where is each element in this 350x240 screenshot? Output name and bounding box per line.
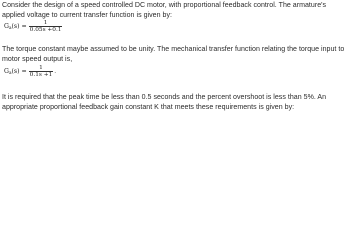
eq2-lhs: [4, 68, 27, 76]
mechanical-transfer-function: [4, 65, 56, 79]
eq2-denominator: 0.1s +1: [29, 72, 53, 79]
closing-paragraph: It is required that the peak time be less than 0.5 seconds and the percent overshoot is less than 5%. An appropriate proportional feedback gain constant K that meets these requirements is given by:: [2, 94, 327, 111]
armature-transfer-function: [4, 20, 62, 34]
eq1-numerator: 1: [43, 20, 48, 26]
eq1-lhs-rest: (s) =: [11, 22, 27, 30]
eq1-lhs: [4, 23, 27, 31]
eq1-lhs-main: G: [4, 22, 9, 30]
eq1-fraction: [29, 20, 63, 34]
eq1-denominator: 0.05s +0.1: [29, 27, 62, 34]
eq2-lhs-subscript: a: [8, 70, 12, 76]
eq2-fraction: [29, 65, 57, 79]
problem-statement: [2, 1, 348, 120]
eq2-lhs-main: G: [4, 67, 9, 75]
eq2-lhs-rest: (s) =: [11, 67, 27, 75]
eq1-lhs-subscript: a: [8, 25, 12, 31]
middle-paragraph: The torque constant maybe assumed to be unity. The mechanical transfer function relating the torque input to motor speed output is,: [2, 46, 345, 63]
intro-paragraph: Consider the design of a speed controlled DC motor, with proportional feedback control. The armature's applied voltage to current transfer function is given by:: [2, 2, 327, 19]
eq2-trailing-period: .: [54, 68, 57, 75]
eq2-numerator: 1: [39, 65, 43, 71]
